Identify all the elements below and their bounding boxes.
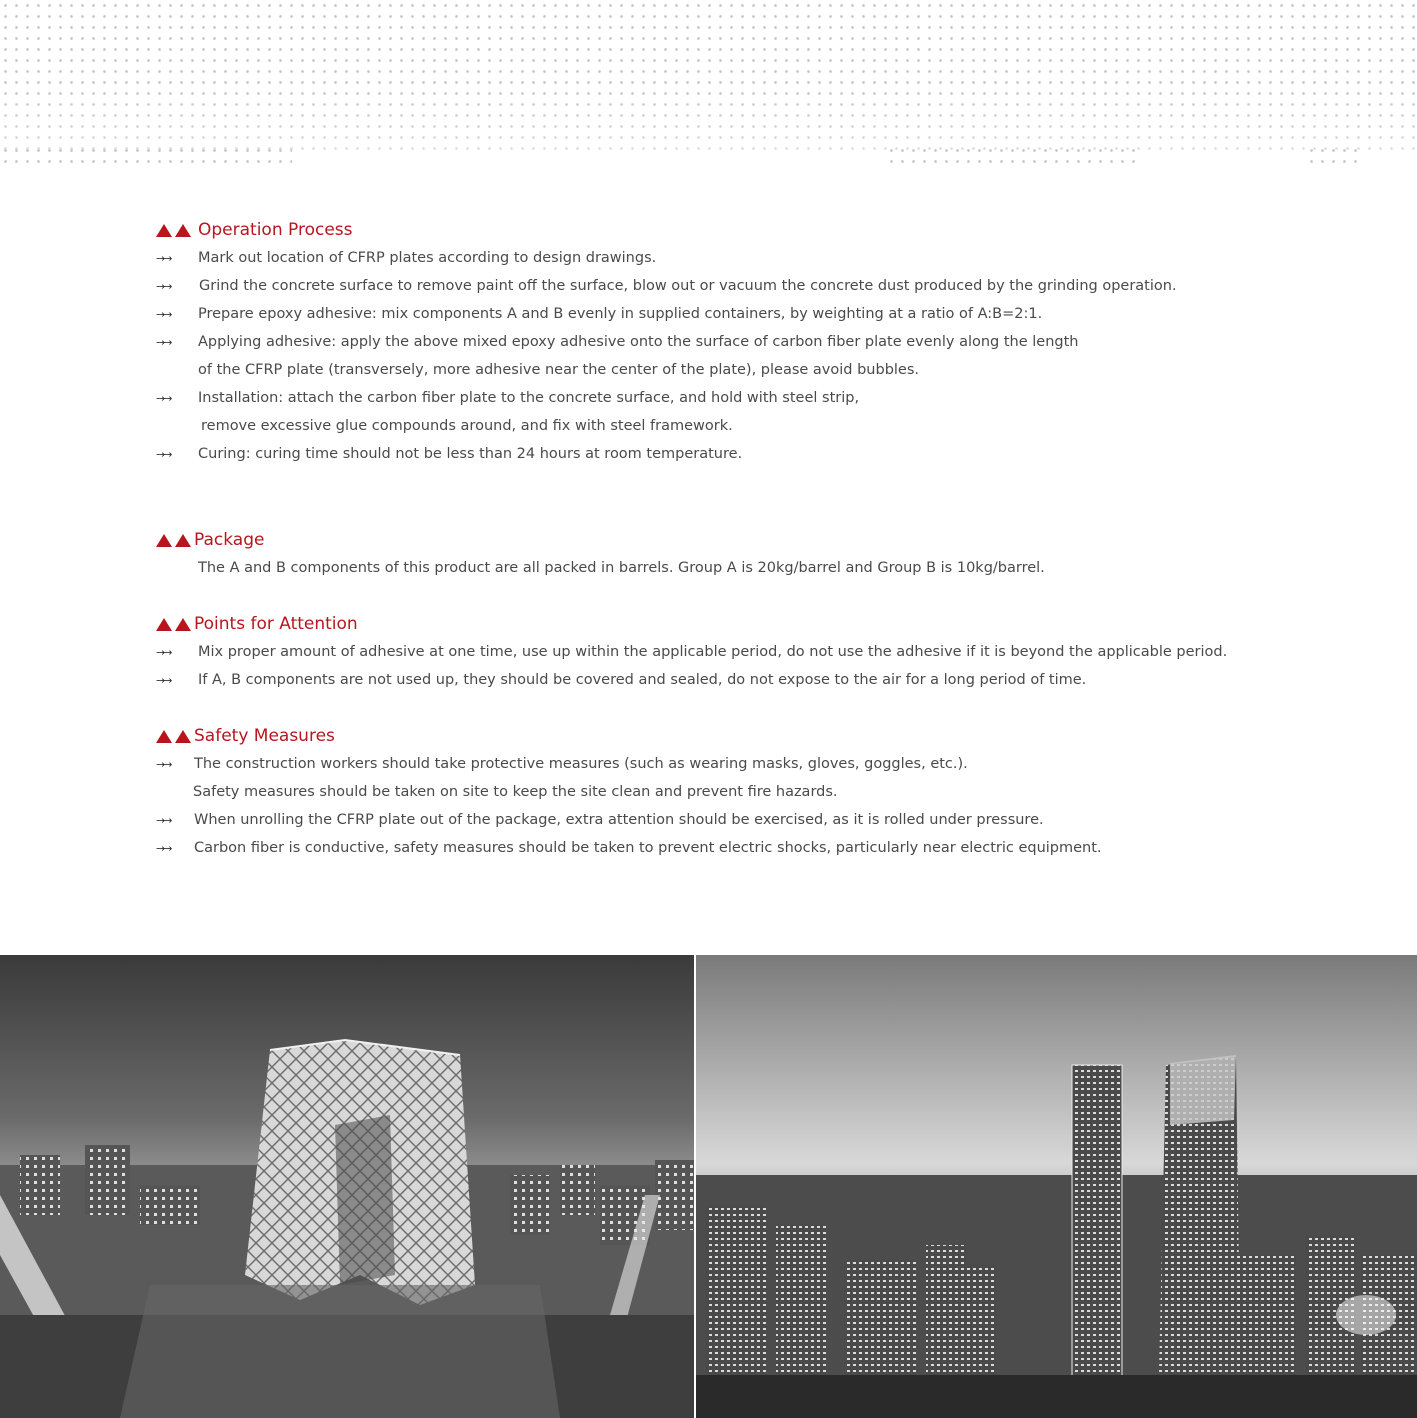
list-item: →→ Curing: curing time should not be less than 24 hours at room temperature. bbox=[156, 446, 743, 462]
double-arrow-icon: →→ bbox=[156, 447, 171, 461]
heading-text: Operation Process bbox=[198, 220, 353, 240]
section-heading bbox=[156, 612, 358, 636]
list-item: →→ If A, B components are not used up, they should be covered and sealed, do not expose to the air for a long period of time. bbox=[156, 672, 1087, 688]
dot-pattern-fragment bbox=[886, 145, 1140, 167]
double-arrow-icon: →→ bbox=[156, 673, 171, 687]
triangle-marker-icon bbox=[156, 618, 191, 631]
section-heading bbox=[156, 528, 264, 552]
double-arrow-icon: →→ bbox=[156, 391, 171, 405]
list-item-continuation: Safety measures should be taken on site to keep the site clean and prevent fire hazards. bbox=[193, 784, 838, 800]
triangle-marker-icon bbox=[156, 534, 191, 547]
list-item: →→ Applying adhesive: apply the above mixed epoxy adhesive onto the surface of carbon fiber plate evenly along the length bbox=[156, 334, 1079, 350]
double-arrow-icon: →→ bbox=[156, 645, 171, 659]
list-item: →→ Installation: attach the carbon fiber plate to the concrete surface, and hold with steel strip, bbox=[156, 390, 860, 406]
cityscape-photo-right bbox=[696, 955, 1417, 1418]
list-item-continuation: of the CFRP plate (transversely, more adhesive near the center of the plate), please avoid bubbles. bbox=[198, 362, 920, 378]
list-item: →→ When unrolling the CFRP plate out of the package, extra attention should be exercised, as it is rolled under pressure. bbox=[156, 812, 1044, 828]
double-arrow-icon: →→ bbox=[156, 307, 171, 321]
dot-pattern-background bbox=[0, 0, 1417, 155]
list-item: →→ The construction workers should take protective measures (such as wearing masks, gloves, goggles, etc.). bbox=[156, 756, 968, 772]
double-arrow-icon: →→ bbox=[156, 841, 171, 855]
double-arrow-icon: →→ bbox=[156, 813, 171, 827]
section-heading bbox=[156, 724, 335, 748]
double-arrow-icon: →→ bbox=[156, 757, 171, 771]
list-item: →→ Grind the concrete surface to remove paint off the surface, blow out or vacuum the concrete dust produced by the grinding operation. bbox=[156, 278, 1177, 294]
heading-text: Package bbox=[194, 530, 265, 550]
double-arrow-icon: →→ bbox=[156, 251, 171, 265]
section-heading bbox=[156, 218, 353, 242]
list-item: →→ Mix proper amount of adhesive at one time, use up within the applicable period, do not use the adhesive if it is beyond the applicable period. bbox=[156, 644, 1228, 660]
triangle-marker-icon bbox=[156, 730, 191, 743]
heading-text: Safety Measures bbox=[194, 726, 335, 746]
cityscape-photo-left bbox=[0, 955, 694, 1418]
double-arrow-icon: →→ bbox=[156, 335, 171, 349]
triangle-marker-icon bbox=[156, 224, 191, 237]
paragraph: The A and B components of this product are all packed in barrels. Group A is 20kg/barrel and Group B is 10kg/barrel. bbox=[198, 560, 1045, 576]
list-item-continuation: remove excessive glue compounds around, and fix with steel framework. bbox=[201, 418, 733, 434]
list-item: →→ Carbon fiber is conductive, safety measures should be taken to prevent electric shocks, particularly near electric equipment. bbox=[156, 840, 1102, 856]
dot-pattern-fragment bbox=[1306, 145, 1364, 167]
list-item: →→ Prepare epoxy adhesive: mix components A and B evenly in supplied containers, by weighting at a ratio of A:B=2:1. bbox=[156, 306, 1043, 322]
list-item: →→ Mark out location of CFRP plates according to design drawings. bbox=[156, 250, 657, 266]
double-arrow-icon: →→ bbox=[156, 279, 171, 293]
dot-pattern-fragment bbox=[0, 145, 292, 167]
heading-text: Points for Attention bbox=[194, 614, 358, 634]
